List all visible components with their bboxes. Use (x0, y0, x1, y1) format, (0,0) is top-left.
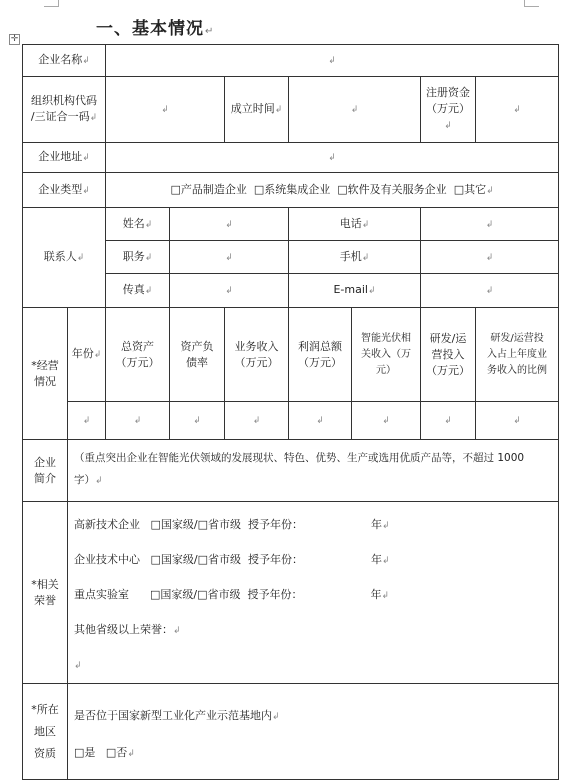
region-question: 是否位于国家新型工业化产业示范基地内↲ (74, 709, 280, 722)
capital-label: 注册资金 （万元）↲ (421, 77, 476, 143)
honor-level-checkbox[interactable]: □国家级/□省市级 (150, 553, 241, 566)
ops-value-total-assets[interactable]: ↲ (106, 402, 170, 440)
row-address (23, 143, 559, 173)
honor-row-tech-center: 企业技术中心 □国家级/□省市级 授予年份： 年↲ (74, 553, 390, 566)
org-code-label: 组织机构代码 /三证合一码↲ (23, 77, 106, 143)
ops-header-debt-ratio: 资产负 债率 (170, 308, 225, 402)
fax-label: 传真↲ (106, 274, 170, 308)
honor-row-hitech: 高新技术企业 □国家级/□省市级 授予年份： 年↲ (74, 518, 390, 531)
ops-value-revenue[interactable]: ↲ (225, 402, 289, 440)
honors-label: *相关 荣誉 (23, 502, 68, 684)
type-option-software[interactable]: □软件及有关服务企业 (337, 182, 447, 196)
fax-field[interactable]: ↲ (170, 274, 289, 308)
heading-text: 一、基本情况 (96, 19, 204, 39)
row-contact-name (23, 208, 559, 241)
row-region (23, 684, 559, 780)
ops-header-total-assets: 总资产 （万元） (106, 308, 170, 402)
type-option-integration[interactable]: □系统集成企业 (253, 182, 331, 196)
honor-level-checkbox[interactable]: □国家级/□省市级 (150, 518, 241, 531)
region-field: 是否位于国家新型工业化产业示范基地内↲ □是 □否↲ (68, 684, 559, 780)
type-option-other[interactable]: □其它 (453, 182, 487, 196)
contact-name-label: 姓名↲ (106, 208, 170, 241)
founded-label: 成立时间↲ (225, 77, 289, 143)
no-checkbox[interactable]: □否 (105, 746, 128, 759)
ops-header-profit: 利润总额 （万元） (289, 308, 352, 402)
yes-checkbox[interactable]: □是 (74, 746, 96, 759)
margin-corner-mark (524, 0, 539, 7)
company-type-options: □产品制造企业 □系统集成企业 □软件及有关服务企业 □其它↲ (106, 173, 559, 208)
type-option-manufacturing[interactable]: □产品制造企业 (170, 182, 247, 196)
ops-header-revenue: 业务收入 （万元） (225, 308, 289, 402)
table-move-handle-icon[interactable]: ✛ (10, 34, 19, 44)
email-field[interactable]: ↲ (421, 274, 559, 308)
company-name-label: 企业名称↲ (23, 45, 106, 77)
ops-header-rd-ratio: 研发/运营投 入占上年度业 务收入的比例 (476, 308, 559, 402)
ops-value-profit[interactable]: ↲ (289, 402, 352, 440)
phone-field[interactable]: ↲ (421, 208, 559, 241)
row-honors (23, 502, 559, 684)
contact-label: 联系人↲ (23, 208, 106, 308)
honor-row-other[interactable]: 其他省级以上荣誉：↲ (74, 623, 181, 636)
row-operations-header (23, 308, 559, 402)
year-header: 年份↲ (68, 308, 106, 402)
contact-name-field[interactable]: ↲ (170, 208, 289, 241)
position-field[interactable]: ↲ (170, 241, 289, 274)
ops-header-pv-revenue: 智能光伏相 关收入（万 元） (352, 308, 421, 402)
paragraph-mark: ↵ (205, 26, 215, 37)
ops-value-pv-revenue[interactable]: ↲ (352, 402, 421, 440)
honor-level-checkbox[interactable]: □国家级/□省市级 (149, 588, 241, 601)
company-name-field[interactable]: ↲ (106, 45, 559, 77)
capital-field[interactable]: ↲ (476, 77, 559, 143)
row-company-intro (23, 440, 559, 502)
row-company-name (23, 45, 559, 77)
honors-field: 高新技术企业 □国家级/□省市级 授予年份： 年↲ 企业技术中心 □国家级/□省市级 授予年份： 年↲ 重点实验室 □国家级/□省市级 授予年份： 年↲ 其他省级以上荣誉：↲ ↲ (68, 502, 559, 684)
row-org-code (23, 77, 559, 143)
ops-value-year[interactable]: ↲ (68, 402, 106, 440)
margin-corner-mark (44, 0, 59, 7)
region-label: *所在 地区 资质 (23, 684, 68, 780)
founded-field[interactable]: ↲ (289, 77, 421, 143)
address-field[interactable]: ↲ (106, 143, 559, 173)
org-code-field[interactable]: ↲ (106, 77, 225, 143)
phone-label: 电话↲ (289, 208, 421, 241)
position-label: 职务↲ (106, 241, 170, 274)
row-operations-values (23, 402, 559, 440)
intro-field[interactable]: （重点突出企业在智能光伏领域的发展现状、特色、优势、生产或选用优质产品等，不超过 1000 字）↲ (68, 440, 559, 502)
company-type-label: 企业类型↲ (23, 173, 106, 208)
address-label: 企业地址↲ (23, 143, 106, 173)
mobile-field[interactable]: ↲ (421, 241, 559, 274)
row-company-type (23, 173, 559, 208)
mobile-label: 手机↲ (289, 241, 421, 274)
ops-header-rd-input: 研发/运 营投入 （万元） (421, 308, 476, 402)
basic-info-table (22, 44, 559, 780)
ops-value-rd-input[interactable]: ↲ (421, 402, 476, 440)
ops-value-rd-ratio[interactable]: ↲ (476, 402, 559, 440)
ops-value-debt-ratio[interactable]: ↲ (170, 402, 225, 440)
operations-label: *经营 情况 (23, 308, 68, 440)
email-label: E-mail↲ (289, 274, 421, 308)
honor-row-lab: 重点实验室 □国家级/□省市级 授予年份： 年↲ (74, 588, 390, 601)
intro-label: 企业 简介 (23, 440, 68, 502)
section-heading (96, 14, 214, 39)
